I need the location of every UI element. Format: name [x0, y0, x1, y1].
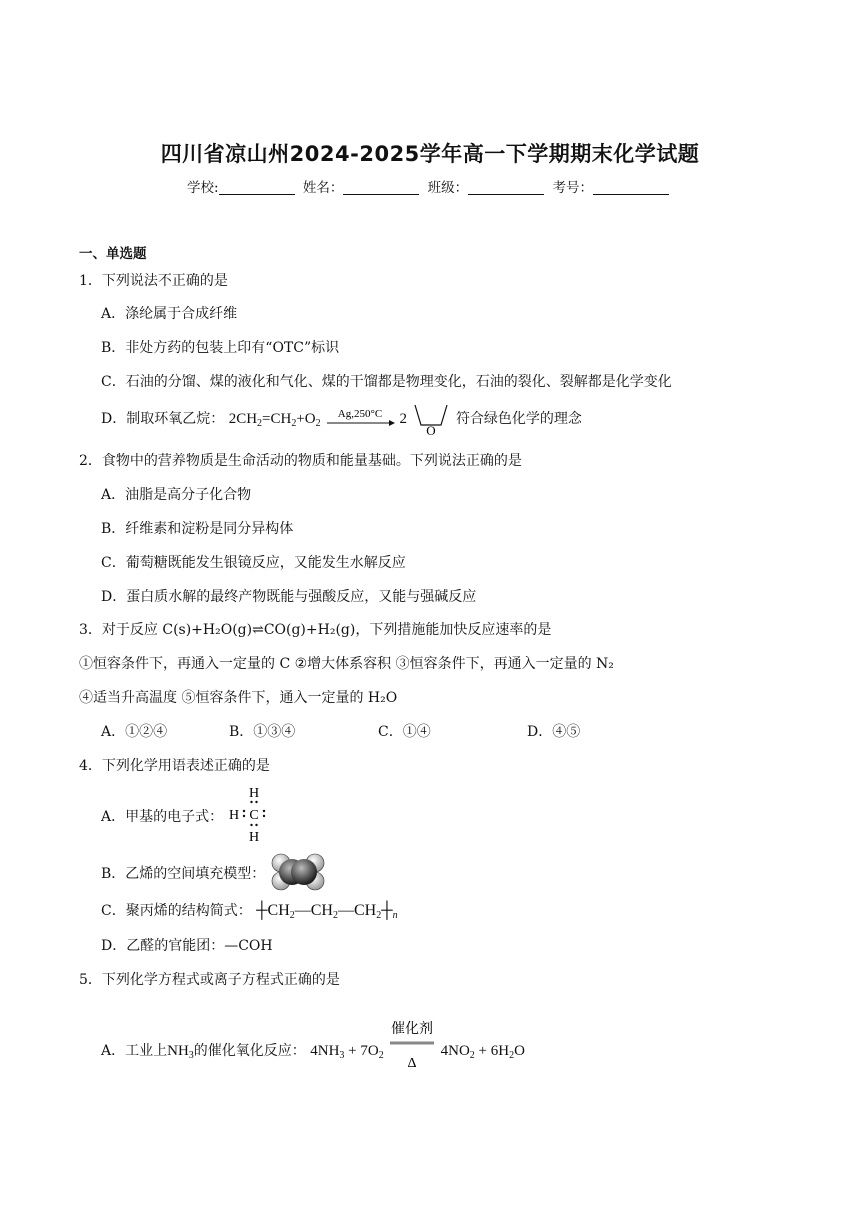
catalyst-label: 催化剂	[391, 1021, 434, 1037]
name-blank[interactable]	[343, 180, 419, 195]
class-blank[interactable]	[468, 180, 544, 195]
school-blank[interactable]	[219, 180, 295, 195]
q5-a-prefix: A．工业上	[101, 1043, 168, 1059]
q3-option-a: A．①②④	[101, 724, 168, 740]
q5-a-reactants: $4NH_3 + 7O_2$	[310, 1043, 384, 1061]
q1-stem: 1．下列说法不正确的是	[79, 273, 228, 289]
q2-option-a: A．油脂是高分子化合物	[101, 487, 252, 503]
q1-option-a: A．涤纶属于合成纤维	[101, 306, 238, 322]
reaction-arrow	[325, 405, 395, 433]
q4-stem: 4．下列化学用语表述正确的是	[79, 758, 270, 774]
methyl-c: C	[248, 808, 259, 823]
q1-d-suffix: 符合绿色化学的理念	[455, 411, 582, 427]
q4-b-label: B．乙烯的空间填充模型：	[101, 866, 266, 882]
q4-a-label: A．甲基的电子式：	[101, 809, 224, 825]
q4-option-a	[101, 784, 278, 844]
heat-symbol: Δ	[407, 1056, 417, 1071]
q2-option-d: D．蛋白质水解的最终产物既能与强酸反应，又能与强碱反应	[101, 589, 477, 605]
q5-a-products: $4NO_2 + 6H_2O$	[440, 1043, 525, 1061]
methyl-h-bottom: H	[248, 830, 259, 844]
methyl-h-top: H	[248, 786, 259, 801]
q4-option-c	[101, 900, 398, 921]
q1-option-d	[101, 401, 582, 437]
number-blank[interactable]	[593, 180, 669, 195]
q1-d-reactants: $2CH_2=CH_2+O_2$	[228, 411, 321, 429]
q2-stem: 2．食物中的营养物质是生命活动的物质和能量基础。下列说法正确的是	[79, 453, 522, 469]
methyl-electron-formula	[228, 784, 278, 844]
q2-option-b: B．纤维素和淀粉是同分异构体	[101, 521, 294, 537]
methyl-h-left: H	[228, 808, 239, 823]
school-label: 学校:	[187, 180, 219, 196]
q1-d-condition: Ag,250°C	[337, 408, 383, 420]
q1-option-b: B．非处方药的包装上印有“OTC”标识	[101, 340, 340, 356]
epoxide-oxygen: O	[426, 423, 437, 437]
class-label: 班级：	[427, 180, 469, 196]
q3-conditions-line1: ①恒容条件下，再通入一定量的 C ②增大体系容积 ③恒容条件下，再通入一定量的 N₂	[79, 656, 614, 672]
q3-stem: 3．对于反应 C(s)+H₂O(g)⇌CO(g)+H₂(g)，下列措施能加快反应速率的是	[79, 622, 552, 638]
q4-c-label: C．聚丙烯的结构简式：	[101, 903, 252, 919]
q3-option-b: B．①③④	[229, 724, 296, 740]
catalyst-condition-bar	[388, 1017, 436, 1077]
page-title: 四川省凉山州2024-2025学年高一下学期期末化学试题	[160, 142, 700, 166]
q3-option-c: C．①④	[378, 724, 431, 740]
epoxide-ring-structure	[411, 401, 451, 437]
q5-stem: 5．下列化学方程式或离子方程式正确的是	[79, 972, 340, 988]
q1-d-prefix: D．制取环氧乙烷：	[101, 411, 225, 427]
polypropylene-formula: $┼CH_2—CH_2—CH_2┼_n$	[256, 902, 398, 921]
q5-a-mid: 的催化氧化反应：	[193, 1043, 306, 1059]
number-label: 考号：	[552, 180, 593, 196]
q1-d-coef: 2	[399, 411, 408, 427]
q3-option-d: D．④⑤	[527, 724, 581, 740]
polymer-n: n	[392, 910, 398, 921]
q2-option-c: C．葡萄糖既能发生银镜反应，又能发生水解反应	[101, 555, 406, 571]
section-heading: 一、单选题	[79, 246, 147, 262]
q4-option-b	[101, 852, 326, 892]
nh3-formula: $NH_3$	[167, 1043, 194, 1061]
q3-conditions-line2: ④适当升高温度 ⑤恒容条件下，通入一定量的 H₂O	[79, 690, 398, 706]
ethylene-space-filling-model	[270, 852, 326, 892]
name-label: 姓名：	[302, 180, 344, 196]
q4-option-d: D．乙醛的官能团：—COH	[101, 938, 273, 954]
q5-option-a	[101, 1017, 525, 1077]
student-info-line	[0, 176, 860, 196]
q1-option-c: C．石油的分馏、煤的液化和气化、煤的干馏都是物理变化，石油的裂化、裂解都是化学变化	[101, 374, 672, 390]
